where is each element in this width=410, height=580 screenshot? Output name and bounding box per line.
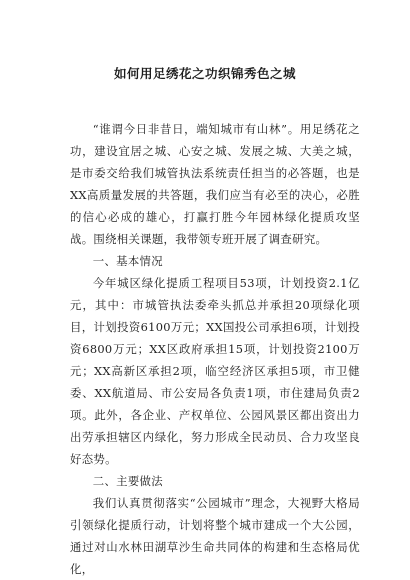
document-title: 如何用足绣花之功织锦秀色之城 — [113, 66, 296, 81]
intro-paragraph: “谁谓今日非昔日，端知城市有山林”。用足绣花之功，建设宜居之城、心安之城、发展之城、大美之城，是市委交给我们城管执法系统责任担当的必答题，也是XX高质量发展的共答题，我们应当有必至的决心，必胜的信心必成的雄心，打赢打胜今年园林绿化提质攻坚战。围绕相关课题，我带领专班开展了调查研究。 — [70, 122, 360, 246]
main-practices-paragraph: 我们认真贯彻落实“公园城市”理念，大视野大格局引领绿化提质行动，计划将整个城市建成一个大公园，通过对山水林田湖草沙生命共同体的构建和生态格局优化， — [70, 496, 360, 576]
section-heading-main-practices: 二、主要做法 — [92, 474, 163, 488]
section-heading-basic-situation: 一、基本情况 — [92, 254, 163, 268]
document-body — [70, 118, 360, 580]
basic-situation-paragraph: 今年城区绿化提质工程项目53项，计划投资2.1亿元，其中：市城管执法委牵头抓总并承担20项绿化项目，计划投资6100万元；XX国投公司承担6项，计划投资6800万元；XX区政府承担15项，计划投资2100万元；XX高新区承担2项，临空经济区承担5项，市卫健委、XX航道局、市公安局各负责1项，市住建局负责2项。此外，各企业、产权单位、公园风景区都出资出力出劳承担辖区内绿化，努力形成全民动员、合力攻坚良好态势。 — [70, 276, 360, 466]
